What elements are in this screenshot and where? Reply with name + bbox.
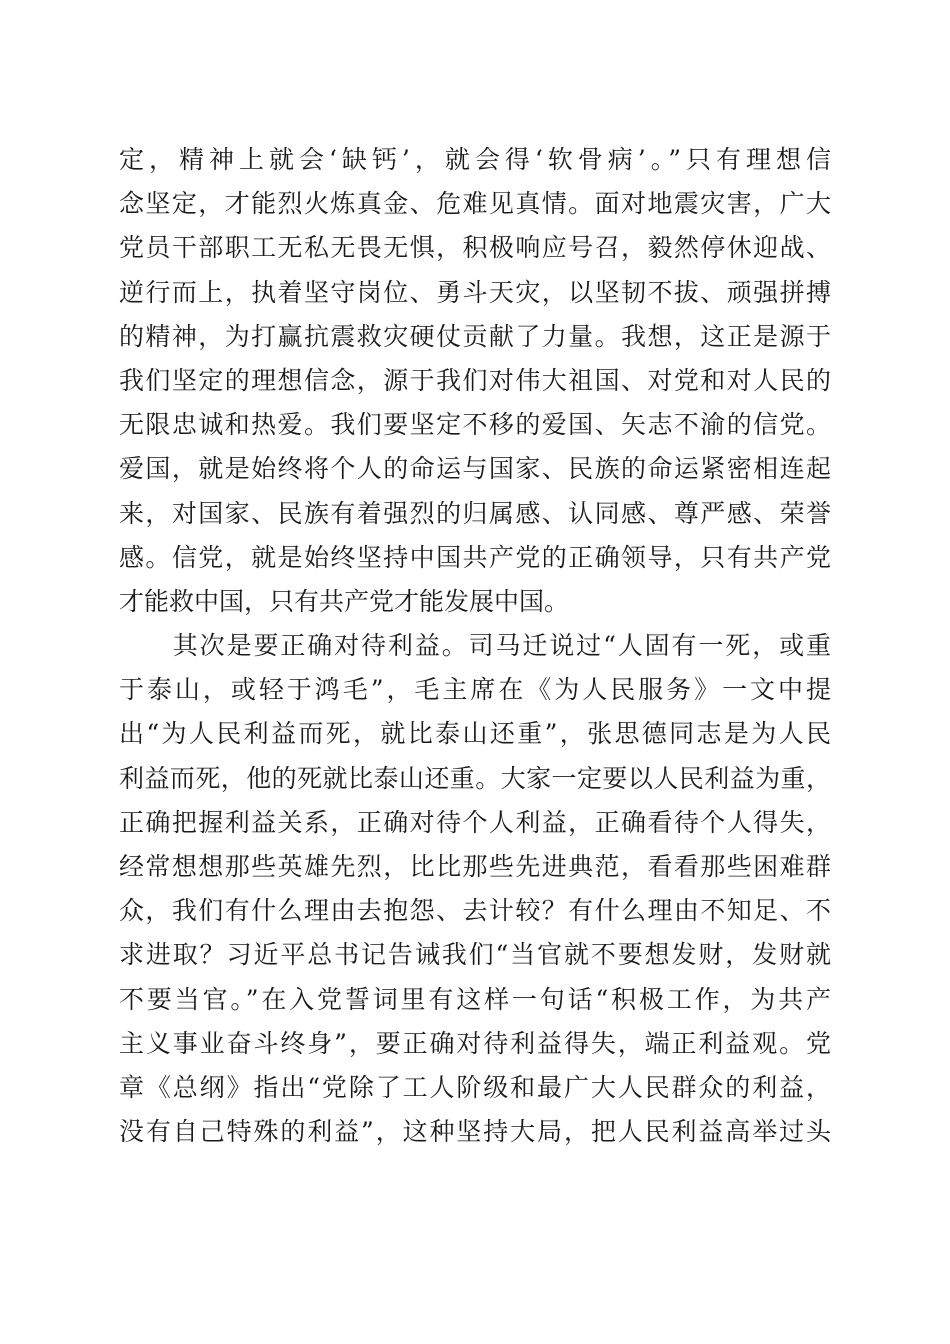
text-line: 感。信党，就是始终坚持中国共产党的正确领导，只有共产党	[119, 542, 831, 572]
text-line: 经常想想那些英雄先烈，比比那些先进典范，看看那些困难群	[119, 852, 831, 881]
text-line: 其次是要正确对待利益。司马迁说过“人固有一死，或重	[119, 631, 831, 661]
text-line: 念坚定，才能烈火炼真金、危难见真情。面对地震灾害，广大	[119, 189, 831, 219]
text-line: 来，对国家、民族有着强烈的归属感、认同感、尊严感、荣誉	[119, 498, 831, 528]
text-line: 主义事业奋斗终身”，要正确对待利益得失，端正利益观。党	[119, 1028, 831, 1058]
text-line: 求进取？习近平总书记告诫我们“当官就不要想发财，发财就	[119, 940, 831, 970]
text-line: 党员干部职工无私无畏无惧，积极响应号召，毅然停休迎战、	[119, 233, 831, 263]
text-line: 于泰山，或轻于鸿毛”，毛主席在《为人民服务》一文中提	[119, 675, 831, 705]
text-line: 章《总纲》指出“党除了工人阶级和最广大人民群众的利益，	[119, 1072, 831, 1102]
text-line: 不要当官。”在入党誓词里有这样一句话“积极工作，为共产	[119, 984, 831, 1014]
text-line: 正确把握利益关系，正确对待个人利益，正确看待个人得失，	[119, 807, 831, 837]
text-line: 没有自己特殊的利益”，这种坚持大局，把人民利益高举过头	[119, 1117, 831, 1147]
text-line: 利益而死，他的死就比泰山还重。大家一定要以人民利益为重，	[119, 763, 831, 793]
text-line: 出“为人民利益而死，就比泰山还重”，张思德同志是为人民	[119, 719, 831, 749]
text-line: 逆行而上，执着坚守岗位、勇斗天灾，以坚韧不拔、顽强拼搏	[119, 277, 831, 307]
text-line: 无限忠诚和热爱。我们要坚定不移的爱国、矢志不渝的信党。	[119, 410, 831, 440]
body-text	[119, 138, 831, 1154]
text-line: 爱国，就是始终将个人的命运与国家、民族的命运紧密相连起	[119, 454, 831, 484]
text-line: 的精神，为打赢抗震救灾硬仗贡献了力量。我想，这正是源于	[119, 321, 831, 351]
text-line: 定，精神上就会‘缺钙’，就会得‘软骨病’。”只有理想信	[119, 145, 831, 174]
text-line: 才能救中国，只有共产党才能发展中国。	[119, 586, 570, 616]
text-line: 我们坚定的理想信念，源于我们对伟大祖国、对党和对人民的	[119, 365, 831, 395]
text-line: 众，我们有什么理由去抱怨、去计较？有什么理由不知足、不	[119, 896, 831, 926]
